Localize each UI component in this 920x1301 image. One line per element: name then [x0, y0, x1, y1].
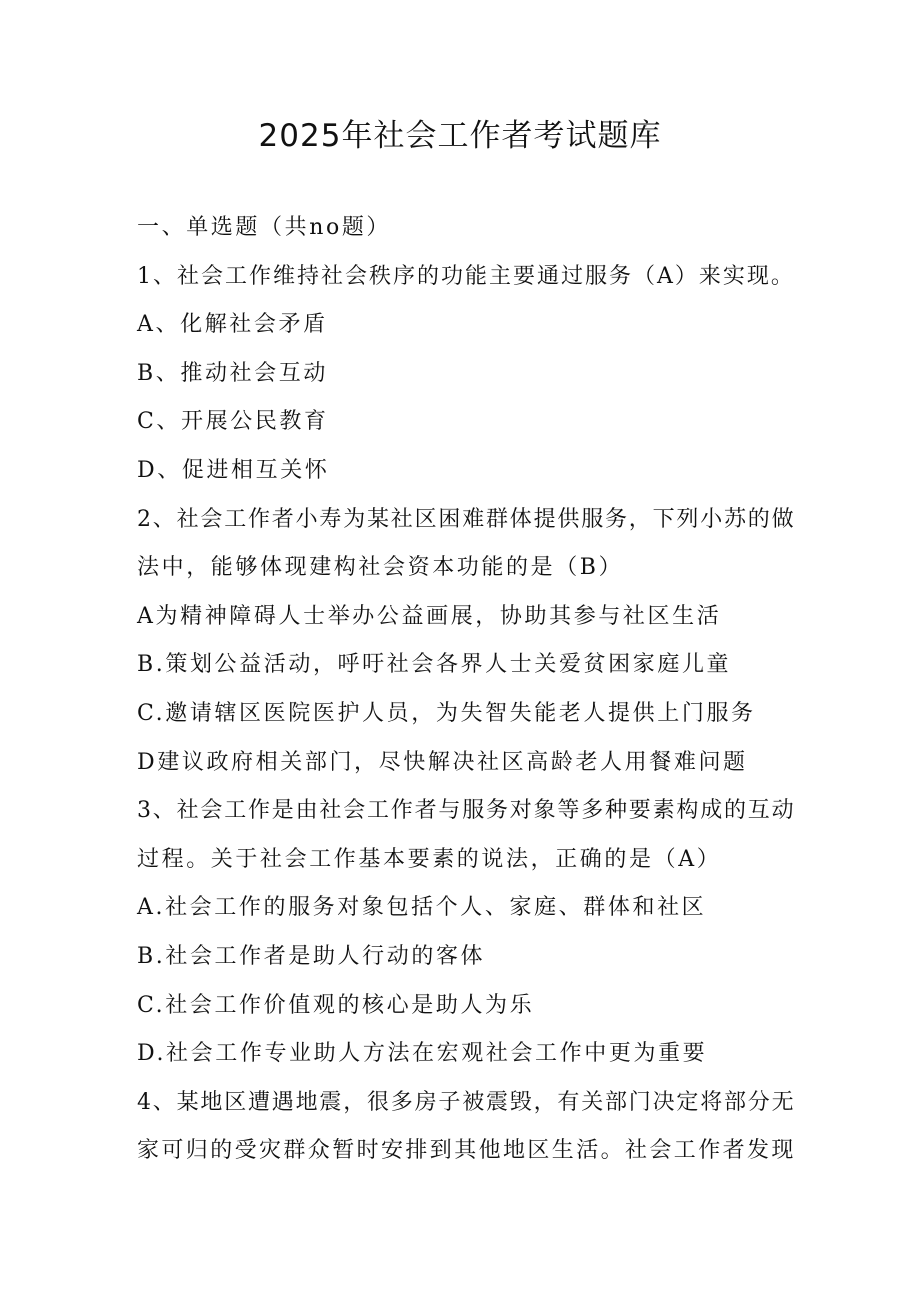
question-1-option-c: C、开展公民教育	[137, 409, 329, 435]
question-3-option-b: B.社会工作者是助人行动的客体	[137, 943, 486, 969]
question-4-text-line-1: 4、某地区遭遇地震，很多房子被震毁，有关部门决定将部分无	[137, 1089, 796, 1115]
question-1-option-b: B、推动社会互动	[137, 360, 328, 386]
question-1-option-d: D、促进相互关怀	[137, 457, 330, 483]
question-3-option-d: D.社会工作专业助人方法在宏观社会工作中更为重要	[137, 1041, 708, 1067]
document-body	[137, 204, 796, 1176]
question-2-option-c: C.邀请辖区医院医护人员，为失智失能老人提供上门服务	[137, 700, 756, 726]
document-title: 2025年社会工作者考试题库	[258, 118, 662, 154]
question-2-option-b: B.策划公益活动，呼吁社会各界人士关爱贫困家庭儿童	[137, 652, 732, 678]
question-2-text-line-1: 2、社会工作者小寿为某社区困难群体提供服务，下列小苏的做	[137, 506, 796, 532]
question-3-option-c: C.社会工作价值观的核心是助人为乐	[137, 992, 535, 1018]
question-1-text: 1、社会工作维持社会秩序的功能主要通过服务（A）来实现。	[137, 263, 795, 289]
question-3-text-line-2: 过程。关于社会工作基本要素的说法，正确的是（A）	[137, 846, 722, 872]
question-3-option-a: A.社会工作的服务对象包括个人、家庭、群体和社区	[137, 895, 707, 921]
question-4-text-line-2: 家可归的受灾群众暂时安排到其他地区生活。社会工作者发现	[137, 1138, 796, 1164]
question-2-option-a: A为精神障碍人士举办公益画展，协助其参与社区生活	[137, 603, 722, 629]
question-2-text-line-2: 法中，能够体现建构社会资本功能的是（B）	[137, 555, 624, 581]
section-heading: 一、单选题（共no题）	[137, 215, 392, 240]
question-1-option-a: A、化解社会矛盾	[137, 312, 328, 338]
question-2-option-d: D建议政府相关部门，尽快解决社区高龄老人用餐难问题	[137, 749, 748, 775]
question-3-text-line-1: 3、社会工作是由社会工作者与服务对象等多种要素构成的互动	[137, 798, 796, 824]
